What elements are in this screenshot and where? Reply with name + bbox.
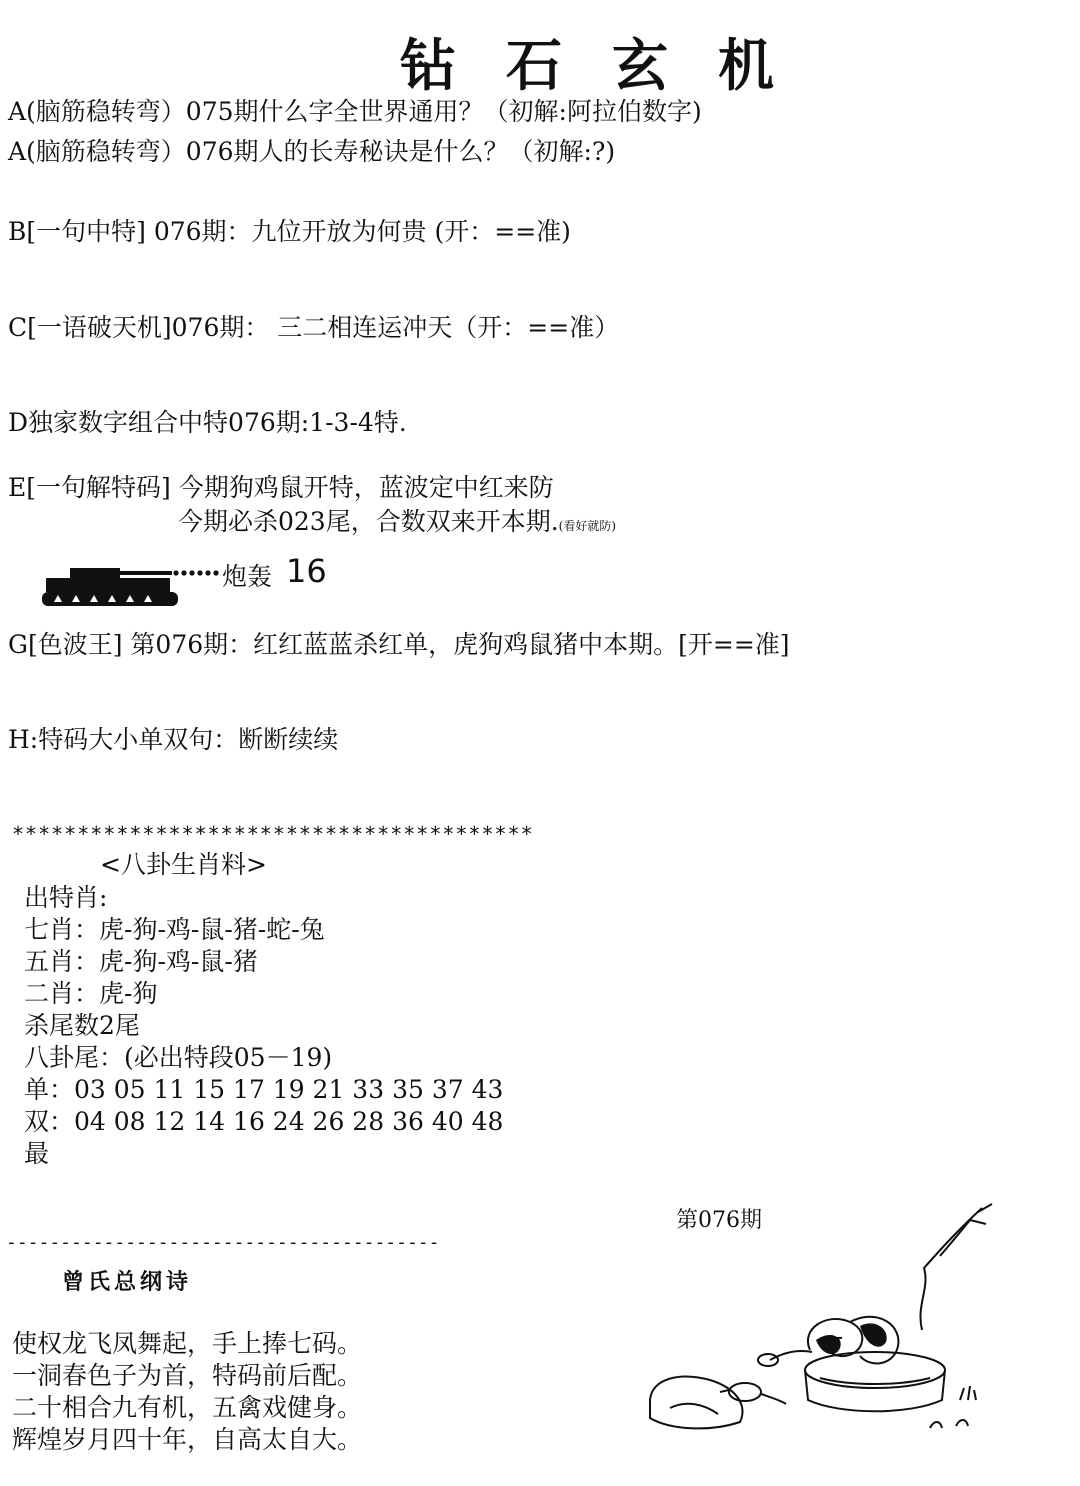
cut-heading: 曾氏总纲诗 [62,1269,193,1295]
cannon-number: 16 [286,552,327,590]
poem-line: 一洞春色子为首，特码前后配。 [12,1361,363,1390]
riddle-line-a2: A(脑筋稳转弯）076期人的长寿秘诀是什么？（初解:?) [8,137,616,166]
line-g: G[色波王] 第076期：红红蓝蓝杀红单，虎狗鸡鼠猪中本期。[开==准] [8,630,790,659]
poem-line: 辉煌岁月四十年，自高太自大。 [12,1425,363,1454]
line-e2-note: (看好就防) [558,519,617,533]
bagua-item: 八卦尾：(必出特段05－19) [24,1043,333,1072]
bagua-item: 七肖：虎-狗-鸡-鼠-猪-蛇-兔 [24,915,325,944]
bagua-item: 五肖：虎-狗-鸡-鼠-猪 [24,947,258,976]
poem-line: 二十相合九有机，五禽戏健身。 [12,1393,363,1422]
line-b: B[一句中特] 076期：九位开放为何贵 (开：==准) [8,217,571,246]
star-divider: **************************************** [12,822,534,846]
poem-line: 使权龙飞凤舞起，手上捧七码。 [12,1329,363,1358]
tank-icon [42,560,242,612]
bagua-item: 单：03 05 11 15 17 19 21 33 35 37 43 [24,1075,504,1104]
bagua-item: 杀尾数2尾 [24,1011,140,1040]
issue-label: 第076期 [676,1208,762,1233]
bagua-item: 最 [24,1139,50,1168]
line-c: C[一语破天机]076期： 三二相连运冲天（开：==准） [8,313,620,342]
riddle-line-a1: A(脑筋稳转弯）075期什么字全世界通用？（初解:阿拉伯数字) [8,97,702,126]
bagua-item: 双：04 08 12 14 16 24 26 28 36 40 48 [24,1107,504,1136]
line-d: D独家数字组合中特076期:1-3-4特. [8,408,407,437]
line-h: H:特码大小单双句：断断续续 [8,725,339,754]
bagua-item: 出特肖: [24,883,108,912]
cannon-label: 炮轰 [222,562,273,591]
bagua-item: 二肖：虎-狗 [24,979,158,1008]
dash-divider: ---------------------------------------- [6,1232,440,1253]
bagua-header: <八卦生肖料> [100,850,267,879]
page-title: 钻石玄机 [400,33,824,99]
snake-rat-illustration [640,1200,1000,1450]
line-e2 [178,502,616,538]
line-e2-text: 今期必杀023尾，合数双来开本期. [178,507,559,536]
line-e1: E[一句解特码] 今期狗鸡鼠开特，蓝波定中红来防 [8,473,554,502]
